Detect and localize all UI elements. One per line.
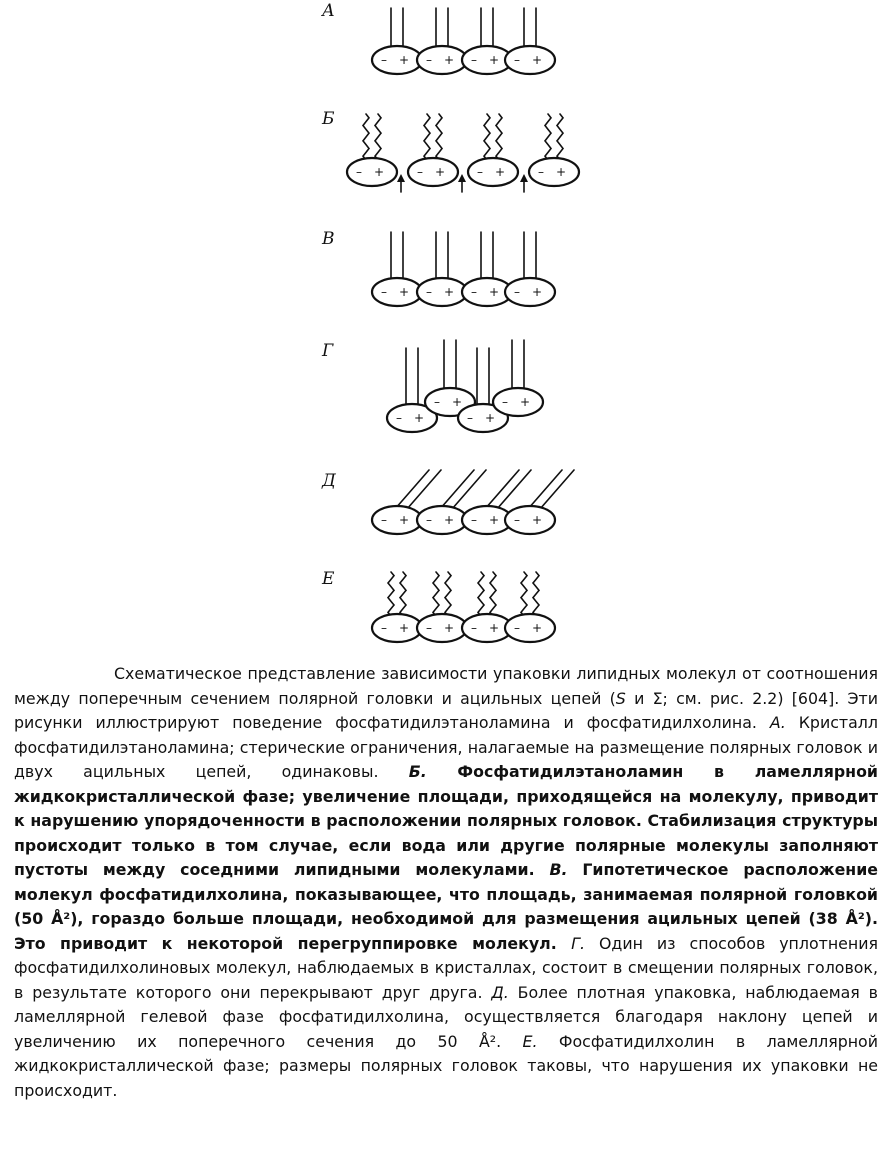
acyl-chain-wavy: [445, 572, 451, 616]
caption-text-v: Гипотетическое расположение молекул фосфатидилхолина, показывающее, что площадь, занимаемая полярной головкой (50 Å²), гораздо больше площади, необходимой для размещения ацильных цепей (38 Å²). Это приводит к некоторой перегруппировке молекул.: [14, 860, 879, 953]
plus-charge: +: [484, 411, 496, 425]
polar-head: [372, 614, 422, 642]
arrow-head: [397, 174, 405, 182]
caption-intro-2: и Σ; см. рис. 2.2) [604]. Эти рисунки иллюстрируют поведение фосфатидилэтаноламина и фосфатидилхолина.: [14, 688, 878, 732]
caption-label-b: Б.: [408, 762, 427, 781]
minus-charge: –: [434, 395, 440, 409]
plus-charge: +: [488, 285, 500, 299]
polar-head: [417, 614, 467, 642]
minus-charge: –: [514, 285, 520, 299]
acyl-chain-wavy: [424, 114, 430, 160]
minus-charge: –: [471, 621, 477, 635]
polar-head: [505, 278, 555, 306]
panel-label: Е: [322, 569, 335, 589]
caption-intro: Схематическое представление зависимости упаковки липидных молекул от соотношения между поперечным сечением полярной головки и ацильных цепей (: [14, 664, 878, 708]
minus-charge: –: [381, 621, 387, 635]
acyl-chain-wavy: [496, 114, 502, 160]
plus-charge: +: [494, 165, 506, 179]
polar-head: [372, 46, 422, 74]
panel-6: [321, 569, 555, 642]
polar-head: [468, 158, 518, 186]
minus-charge: –: [381, 53, 387, 67]
plus-charge: +: [443, 53, 455, 67]
panel-4: [321, 340, 543, 432]
plus-charge: +: [519, 395, 531, 409]
panel-label: Д: [322, 471, 336, 491]
plus-charge: +: [398, 621, 410, 635]
plus-charge: +: [443, 621, 455, 635]
plus-charge: +: [488, 621, 500, 635]
minus-charge: –: [381, 513, 387, 527]
minus-charge: –: [467, 411, 473, 425]
minus-charge: –: [417, 165, 423, 179]
acyl-chain-wavy: [478, 572, 484, 616]
caption-text-g: Один из способов уплотнения фосфатидилхолиновых молекул, наблюдаемых в кристаллах, состоит в смещении полярных головок, в результате которого они перекрывают друг друга.: [14, 933, 878, 1002]
minus-charge: –: [514, 53, 520, 67]
panel-label: В: [322, 229, 335, 249]
minus-charge: –: [426, 285, 432, 299]
polar-head: [529, 158, 579, 186]
minus-charge: –: [502, 395, 508, 409]
figure-caption: [14, 662, 878, 1103]
caption-text-b: Фосфатидилэтаноламин в ламеллярной жидкокристаллической фазе; увеличение площади, приходящейся на молекулу, приводит к нарушению упорядоченности в расположении полярных головок. Стабилизация структуры происходит только в том случае, если вода или другие полярные молекулы заполняют пустоты между соседними липидными молекулами.: [14, 762, 878, 879]
caption-text-e: Фосфатидилхолин в ламеллярной жидкокристаллической фазе; размеры полярных головок таковы, что нарушения их упаковки не происходит.: [14, 1031, 878, 1100]
acyl-chain-wavy: [557, 114, 563, 160]
polar-head: [417, 506, 467, 534]
acyl-chain-wavy: [400, 572, 406, 616]
caption-label-e: Е.: [522, 1031, 538, 1051]
plus-charge: +: [413, 411, 425, 425]
minus-charge: –: [477, 165, 483, 179]
panel-2: [321, 109, 579, 192]
polar-head: [372, 506, 422, 534]
plus-charge: +: [555, 165, 567, 179]
acyl-chain-wavy: [375, 114, 381, 160]
polar-head: [347, 158, 397, 186]
acyl-chain-wavy: [533, 572, 539, 616]
plus-charge: +: [451, 395, 463, 409]
polar-head: [505, 506, 555, 534]
plus-charge: +: [488, 53, 500, 67]
caption-text-d: Более плотная упаковка, наблюдаемая в ламеллярной гелевой фазе фосфатидилхолина, осуществляется благодаря наклону цепей и увеличению их поперечного сечения до 50 Å².: [14, 982, 878, 1051]
plus-charge: +: [373, 165, 385, 179]
panel-3: [321, 229, 555, 306]
plus-charge: +: [488, 513, 500, 527]
caption-label-v: В.: [549, 860, 568, 879]
plus-charge: +: [443, 513, 455, 527]
plus-charge: +: [531, 53, 543, 67]
minus-charge: –: [471, 285, 477, 299]
minus-charge: –: [356, 165, 362, 179]
minus-charge: –: [514, 621, 520, 635]
acyl-chain-wavy: [433, 572, 439, 616]
polar-head: [417, 46, 467, 74]
caption-label-a: А.: [769, 713, 786, 732]
minus-charge: –: [514, 513, 520, 527]
plus-charge: +: [531, 621, 543, 635]
polar-head: [493, 388, 543, 416]
minus-charge: –: [426, 513, 432, 527]
minus-charge: –: [426, 53, 432, 67]
panel-1: [321, 1, 555, 74]
acyl-chain-wavy: [490, 572, 496, 616]
acyl-chain-wavy: [388, 572, 394, 616]
caption-label-g: Г.: [571, 933, 585, 953]
acyl-chain-wavy: [521, 572, 527, 616]
acyl-chain-wavy: [545, 114, 551, 160]
plus-charge: +: [434, 165, 446, 179]
minus-charge: –: [471, 513, 477, 527]
caption-symbol-s: S: [615, 688, 626, 708]
acyl-chain-wavy: [484, 114, 490, 160]
minus-charge: –: [426, 621, 432, 635]
plus-charge: +: [398, 285, 410, 299]
polar-head: [505, 46, 555, 74]
caption-text-a: Кристалл фосфатидилэтаноламина; стерические ограничения, налагаемые на размещение полярных головок и двух ацильных цепей, одинаковы.: [14, 713, 878, 781]
minus-charge: –: [381, 285, 387, 299]
acyl-chain-wavy: [363, 114, 369, 160]
polar-head: [417, 278, 467, 306]
minus-charge: –: [471, 53, 477, 67]
plus-charge: +: [398, 513, 410, 527]
panel-label: А: [322, 1, 335, 21]
polar-head: [408, 158, 458, 186]
panel-5: [321, 470, 574, 534]
acyl-chain-wavy: [436, 114, 442, 160]
minus-charge: –: [538, 165, 544, 179]
arrow-head: [458, 174, 466, 182]
plus-charge: +: [443, 285, 455, 299]
panel-label: Г: [322, 341, 334, 361]
plus-charge: +: [398, 53, 410, 67]
minus-charge: –: [396, 411, 402, 425]
arrow-head: [520, 174, 528, 182]
plus-charge: +: [531, 285, 543, 299]
polar-head: [505, 614, 555, 642]
polar-head: [372, 278, 422, 306]
plus-charge: +: [531, 513, 543, 527]
caption-label-d: Д.: [491, 982, 509, 1002]
panel-label: Б: [322, 109, 335, 129]
